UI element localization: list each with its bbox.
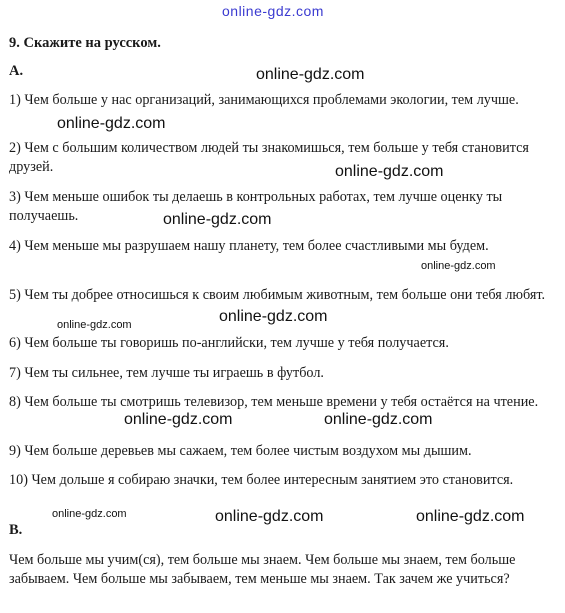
watermark: online-gdz.com [219, 308, 328, 325]
section-a-item-6: 6) Чем больше ты говоришь по-английски, тем лучше у тебя получается. [9, 335, 449, 351]
exercise-title: 9. Скажите на русском. [9, 35, 161, 51]
section-b-label: B. [9, 522, 23, 538]
section-a-item-4: 4) Чем меньше мы разрушаем нашу планету, тем более счастливыми мы будем. [9, 238, 489, 254]
watermark: online-gdz.com [57, 115, 166, 132]
section-a-item-9: 9) Чем больше деревьев мы сажаем, тем более чистым воздухом мы дышим. [9, 443, 472, 459]
watermark: online-gdz.com [416, 508, 525, 525]
watermark: online-gdz.com [124, 411, 233, 428]
watermark: online-gdz.com [324, 411, 433, 428]
watermark: online-gdz.com [421, 260, 496, 272]
watermark: online-gdz.com [215, 508, 324, 525]
section-a-item-5: 5) Чем ты добрее относишься к своим любимым животным, тем больше они тебя любят. [9, 287, 546, 303]
section-a-item-3: 3) Чем меньше ошибок ты делаешь в контрольных работах, тем лучше оценку ты получаешь. [9, 189, 503, 224]
watermark: online-gdz.com [52, 508, 127, 520]
watermark: online-gdz.com [57, 319, 132, 331]
section-a-item-10: 10) Чем дольше я собираю значки, тем более интересным занятием это становится. [9, 472, 514, 488]
watermark: online-gdz.com [256, 66, 365, 83]
watermark: online-gdz.com [335, 163, 444, 180]
header-watermark: online-gdz.com [222, 3, 324, 19]
section-a-item-8: 8) Чем больше ты смотришь телевизор, тем меньше времени у тебя остаётся на чтение. [9, 394, 539, 410]
section-a-label: A. [9, 63, 24, 79]
section-a-item-2: 2) Чем с большим количеством людей ты знакомишься, тем больше у тебя становится друзей. [9, 140, 529, 175]
section-a-item-1: 1) Чем больше у нас организаций, занимающихся проблемами экологии, тем лучше. [9, 92, 519, 108]
section-b-text: Чем больше мы учим(ся), тем больше мы знаем. Чем больше мы знаем, тем больше забываем. Чем больше мы забываем, тем меньше мы знаем. Так зачем же учиться? [9, 552, 516, 587]
watermark: online-gdz.com [163, 211, 272, 228]
section-a-item-7: 7) Чем ты сильнее, тем лучше ты играешь в футбол. [9, 365, 324, 381]
